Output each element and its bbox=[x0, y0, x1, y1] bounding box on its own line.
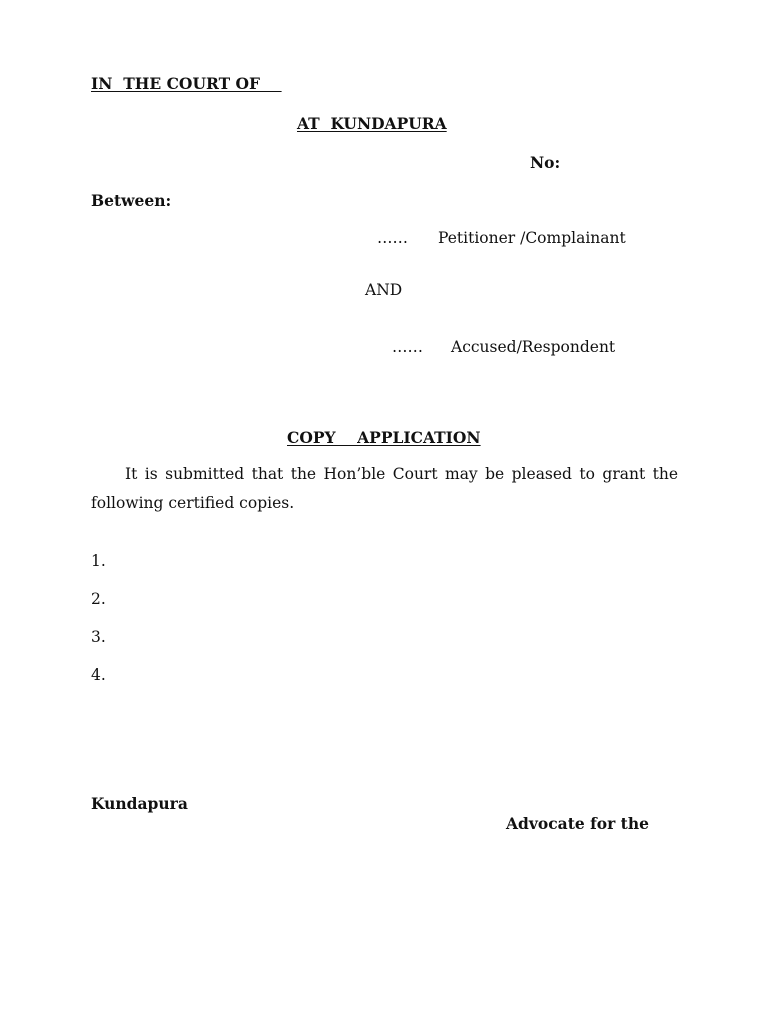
list-item-4: 4. bbox=[91, 666, 106, 684]
petitioner-label: Petitioner /Complainant bbox=[438, 229, 626, 247]
list-item-2: 2. bbox=[91, 590, 106, 608]
location-heading: AT KUNDAPURA bbox=[297, 114, 447, 133]
document-title: COPY APPLICATION bbox=[287, 428, 481, 447]
respondent-label: Accused/Respondent bbox=[451, 338, 616, 356]
signature-label: Advocate for the bbox=[506, 814, 649, 833]
list-item-3: 3. bbox=[91, 628, 106, 646]
place-label: Kundapura bbox=[91, 794, 188, 813]
and-label: AND bbox=[365, 281, 403, 299]
list-item-1: 1. bbox=[91, 552, 106, 570]
body-text: It is submitted that the Hon’ble Court may be pleased to grant the following certified copies. bbox=[91, 465, 678, 512]
petitioner-dots: …… bbox=[377, 229, 408, 247]
body-paragraph bbox=[91, 460, 678, 518]
court-heading: IN THE COURT OF bbox=[91, 74, 282, 93]
between-label: Between: bbox=[91, 191, 172, 210]
case-number-label: No: bbox=[530, 153, 561, 172]
respondent-dots: …… bbox=[392, 338, 423, 356]
